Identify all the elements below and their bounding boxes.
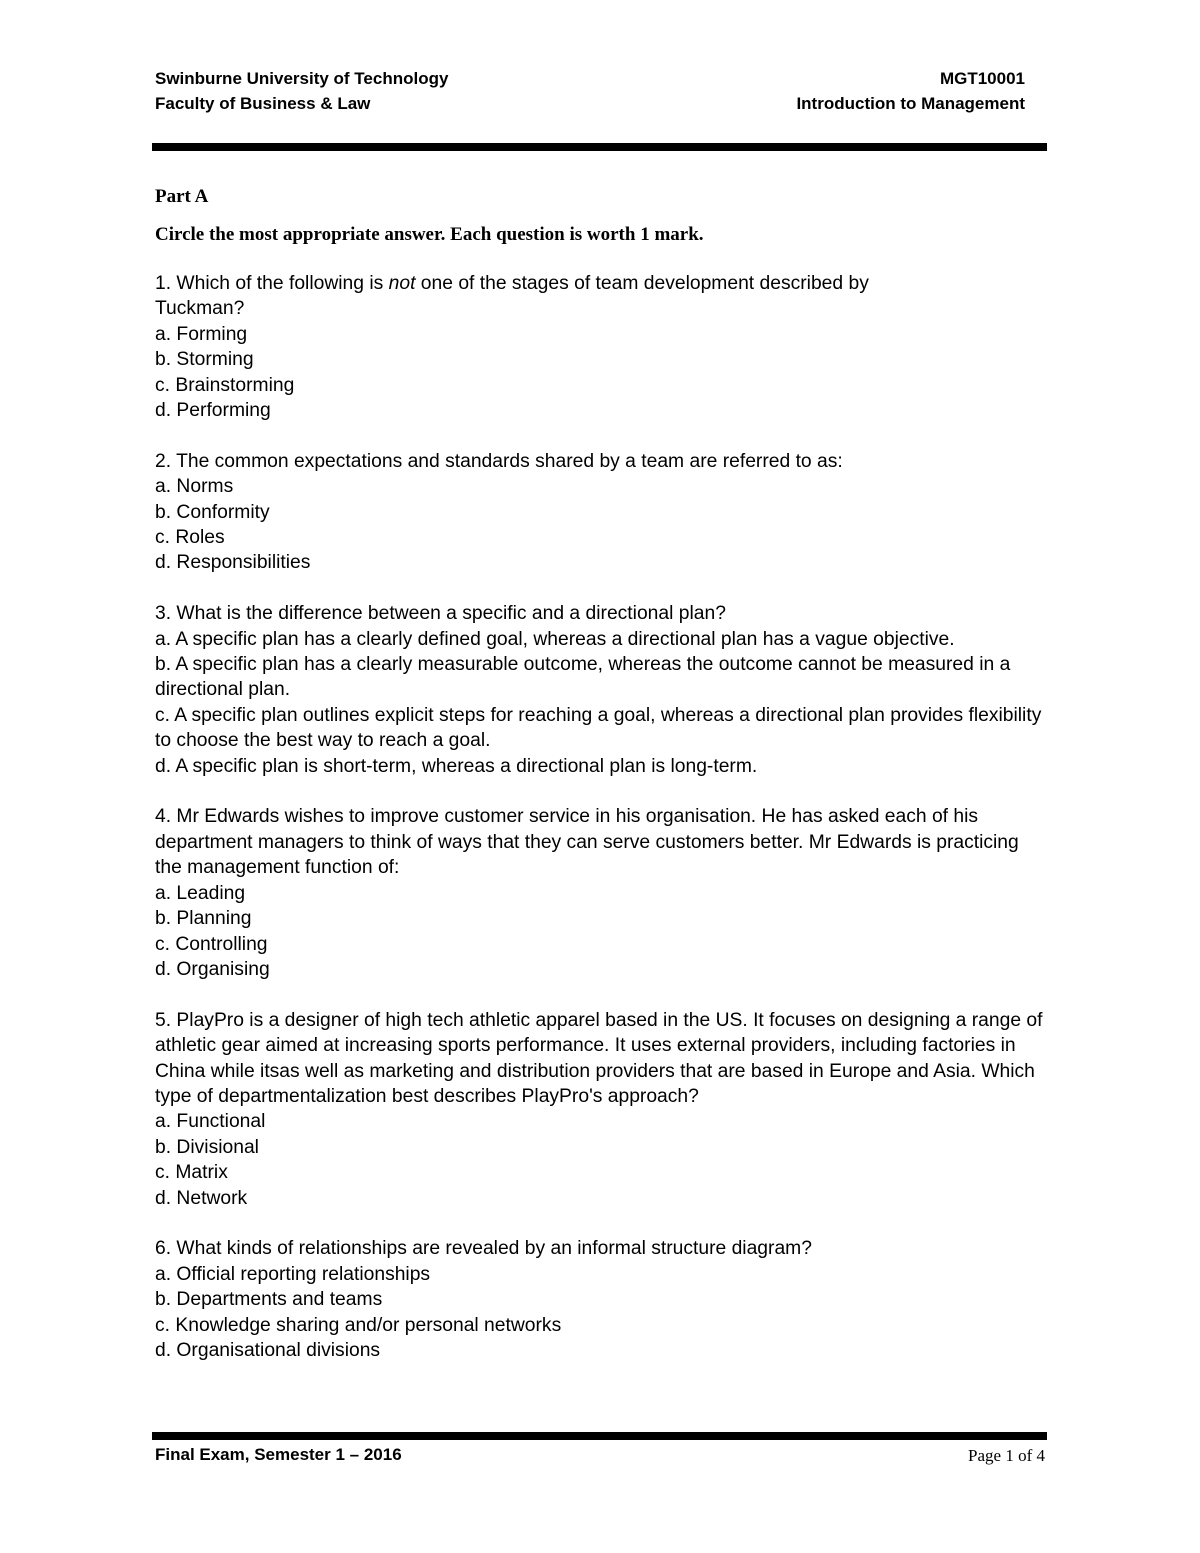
question-1	[155, 271, 1050, 423]
answer-option[interactable]: a. Functional	[155, 1111, 266, 1133]
footer-divider	[152, 1432, 1047, 1440]
stem-emphasis: not	[388, 273, 416, 294]
question-stem: 2. The common expectations and standards shared by a team are referred to as:	[155, 450, 843, 472]
answer-option[interactable]: c. Controlling	[155, 933, 268, 955]
part-title: Part A	[155, 186, 209, 207]
answer-option[interactable]: d. Performing	[155, 400, 271, 422]
page-number: Page 1 of 4	[968, 1446, 1045, 1465]
question-stem: 6. What kinds of relationships are revealed by an informal structure diagram?	[155, 1238, 812, 1260]
question-stem: 5. PlayPro is a designer of high tech athletic apparel based in the US. It focuses on designing a range of athletic gear aimed at increasing sports performance. It uses external providers, including factories in China while itsas well as marketing and distribution providers that are based in Europe and Asia. Which type of departmentalization best describes PlayPro's approach?	[155, 1009, 1043, 1107]
question-stem: 4. Mr Edwards wishes to improve customer service in his organisation. He has asked each of his department managers to think of ways that they can serve customers better. Mr Edwards is practicing the management function of:	[155, 806, 1019, 879]
answer-option[interactable]: d. Organisational divisions	[155, 1339, 381, 1361]
institution-name: Swinburne University of Technology	[155, 69, 449, 88]
answer-option[interactable]: b. Planning	[155, 908, 252, 930]
question-2	[155, 449, 1050, 576]
answer-option[interactable]: d. Responsibilities	[155, 552, 311, 574]
unit-name: Introduction to Management	[796, 94, 1025, 113]
answer-option[interactable]: a. A specific plan has a clearly defined goal, whereas a directional plan has a vague objective.	[155, 628, 955, 650]
answer-option[interactable]: b. Divisional	[155, 1136, 259, 1158]
page-header	[155, 66, 1025, 116]
answer-option[interactable]: d. A specific plan is short-term, whereas a directional plan is long-term.	[155, 755, 758, 777]
header-divider	[152, 143, 1047, 151]
question-3	[155, 601, 1050, 779]
question-5	[155, 1008, 1050, 1211]
answer-option[interactable]: a. Norms	[155, 476, 234, 498]
instruction-text: Circle the most appropriate answer. Each question is worth 1 mark.	[155, 224, 704, 245]
question-6	[155, 1236, 1050, 1363]
answer-option[interactable]: d. Network	[155, 1187, 248, 1209]
answer-option[interactable]: b. Storming	[155, 349, 254, 371]
answer-option[interactable]: a. Leading	[155, 882, 246, 904]
faculty-name: Faculty of Business & Law	[155, 94, 371, 113]
answer-option[interactable]: b. A specific plan has a clearly measurable outcome, whereas the outcome cannot be measured in a directional plan.	[155, 654, 1011, 701]
answer-option[interactable]: b. Conformity	[155, 501, 270, 523]
answer-option[interactable]: d. Organising	[155, 958, 270, 980]
answer-option[interactable]: a. Official reporting relationships	[155, 1263, 431, 1285]
question-stem	[155, 271, 1050, 296]
answer-option[interactable]: c. Brainstorming	[155, 374, 295, 396]
answer-option[interactable]: c. Roles	[155, 527, 225, 549]
stem-text: one of the stages of team development described by	[415, 273, 869, 294]
answer-option[interactable]: c. Knowledge sharing and/or personal networks	[155, 1314, 562, 1336]
stem-text: 1. Which of the following is	[155, 273, 389, 294]
answer-option[interactable]: c. A specific plan outlines explicit steps for reaching a goal, whereas a directional plan provides flexibility to choose the best way to reach a goal.	[155, 704, 1042, 752]
question-stem: Tuckman?	[155, 298, 245, 320]
answer-option[interactable]: b. Departments and teams	[155, 1289, 383, 1311]
question-stem: 3. What is the difference between a specific and a directional plan?	[155, 603, 726, 625]
question-4	[155, 804, 1050, 982]
question-list	[155, 271, 1050, 1389]
answer-option[interactable]: c. Matrix	[155, 1162, 228, 1184]
exam-title: Final Exam, Semester 1 – 2016	[155, 1445, 402, 1464]
answer-option[interactable]: a. Forming	[155, 323, 248, 345]
unit-code: MGT10001	[939, 69, 1025, 88]
